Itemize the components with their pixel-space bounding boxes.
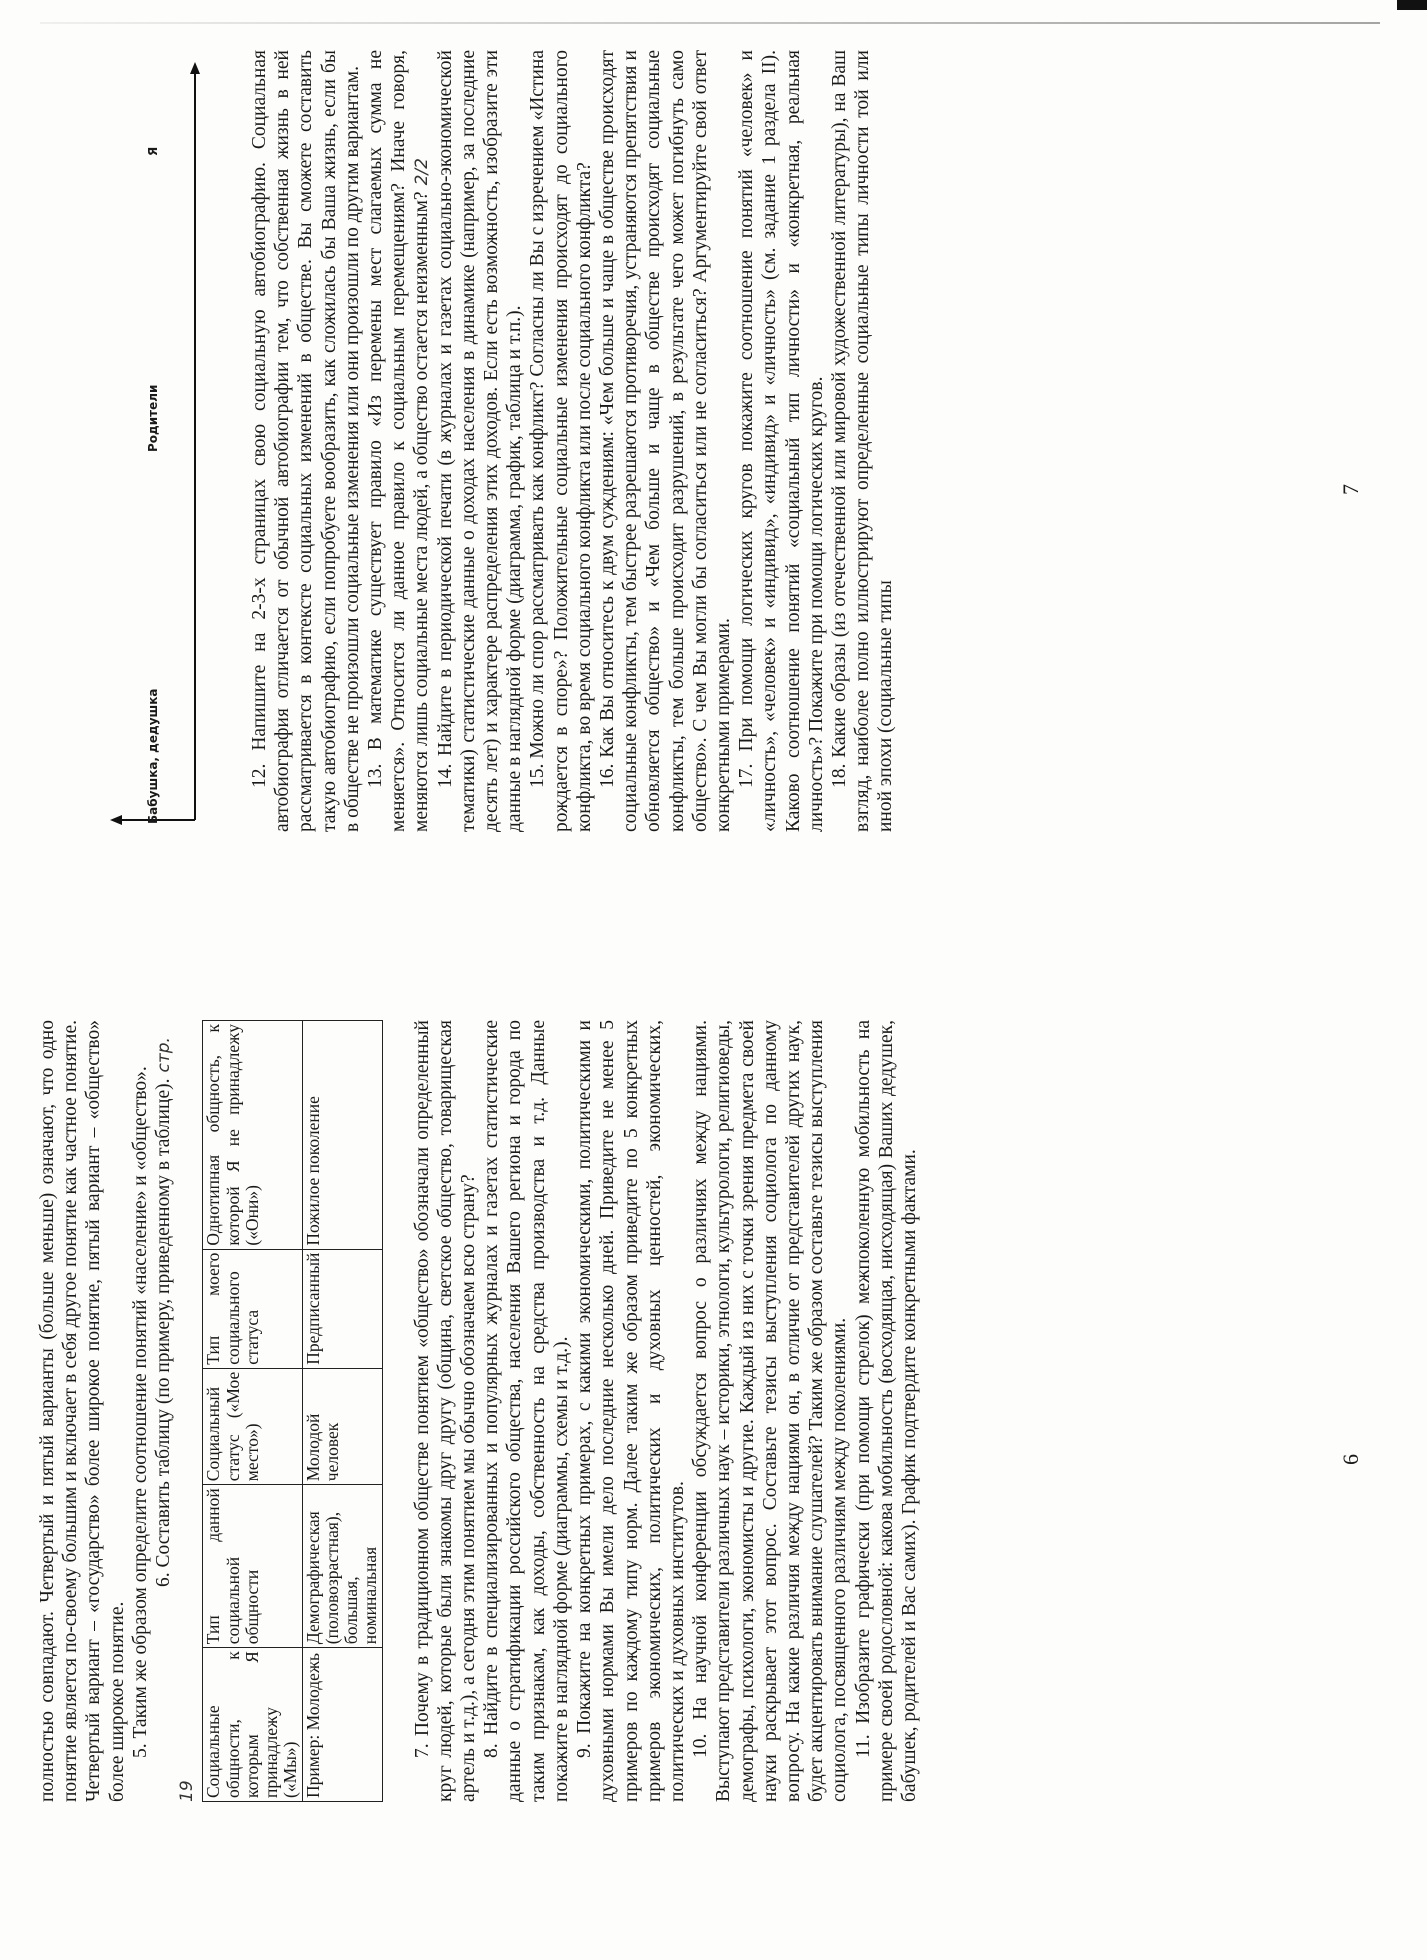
handwritten-note: стр. 19 xyxy=(154,1037,198,1802)
intro-paragraph-3 xyxy=(152,1020,198,1802)
task-14-paragraph: 14. Найдите в периодической печати (в журналах и газетах социально-экономической тематики) статистические данные о доходах населения в динамике (например, за последние десять лет) и характере распределения этих доходов. Если есть возможность, изобразите эти данные в наглядной форме (диаграмма, график, таблица и т.п.). xyxy=(434,50,526,832)
page-7-text xyxy=(248,50,898,832)
task-5-text: 5. Таким же образом определите соотношение понятий «население» и «общество». xyxy=(129,1066,151,1758)
table-header-cell: Социальный статус («Мое место») xyxy=(203,1368,302,1484)
task-10-paragraph: 10. На научной конференции обсуждается вопрос о различиях между нациями. Выступают представители различных наук – историки, этнологи, культурологи, религиоведы, демографы, психологи, экономисты и другие. Каждый из них с точки зрения предмета своей науки раскрывает этот вопрос. Составьте тезисы выступления социолога по данному вопросу. На какие различия между нациями он, в отличие от представителей других наук, будет акцентировать внимание слушателей? Таким же образом составьте тезисы выступления социолога, посвященного различиям между поколениями. xyxy=(690,1020,851,1802)
task-6-text: 6. Составить таблицу (по примеру, приведенному в таблице). xyxy=(153,1078,175,1587)
intro-paragraph-1: полностью совпадают. Четвертый и пятый варианты (больше меньше) означают, что одно понятие является по-своему большим и включает в себя другое понятие как частное понятие. Четвертый вариант – «государство» более широкое понятие, пятый вариант – «общество» более широкое понятие. xyxy=(37,1020,128,1802)
mobility-diagram xyxy=(110,50,210,840)
page-number: 6 xyxy=(1338,1454,1363,1465)
task-18-paragraph: 18. Какие образы (из отечественной или мировой художественной литературы), на Ваш взгляд, наиболее полно иллюстрируют определенные социальные типы личности той или иной эпохи (социальные типы xyxy=(829,50,897,832)
page-6-text xyxy=(36,1020,921,1802)
task-12-paragraph: 12. Напишите на 2-3-х страницах свою социальную автобиографию. Социальная автобиография отличается от обычной автобиографии тем, что собственная жизнь в ней рассматривается в контексте социальных изменений в обществе. Вы сможете составить такую автобиографию, если попробуете вообразить, как сложилась бы Ваша жизнь, если бы в обществе не произошли социальные изменения или они произошли по другим вариантам. xyxy=(249,50,363,832)
task-16-paragraph: 16. Как Вы относитесь к двум суждениям: «Чем больше и чаще в обществе происходят социальные конфликты, тем быстрее разрешаются противоречия, устраняются препятствия и обновляется общество» и «Чем больше и чаще в обществе происходят социальные конфликты, тем больше происходит разрушений, в результате чего может погибнуть само общество». С чем Вы могли бы согласиться или не согласиться? Аргументируйте свой ответ конкретными примерами. xyxy=(597,50,735,832)
page-number: 7 xyxy=(1338,484,1363,495)
axis-label-grandparents: Бабушка, дедушка xyxy=(146,688,160,824)
table-row xyxy=(302,1021,382,1802)
table-header-cell: Тип данной социальной общности xyxy=(203,1485,302,1648)
social-status-table xyxy=(202,1020,382,1802)
task-11-paragraph: 11. Изобразите графически (при помощи стрелок) межпоколенную мобильность на примере своей родословной: какова мобильность (восходящая, нисходящая) Ваших дедушек, бабушек, родителей и Вас самих). График подтвердите конкретными фактами. xyxy=(852,1020,920,1802)
table-header-row xyxy=(203,1021,302,1802)
axis-label-me: Я xyxy=(146,146,160,156)
mobility-axes xyxy=(110,50,210,840)
table-cell: Пример: Молодежь xyxy=(302,1648,382,1802)
task-15-paragraph: 15. Можно ли спор рассматривать как конфликт? Согласны ли Вы с изречением «Истина рождается в споре»? Положительные социальные изменения происходят до социального конфликта, во время социального конфликта или после социального конфликта? xyxy=(527,50,595,832)
table-cell: Предписанный xyxy=(302,1249,382,1368)
table-header-cell: Однотипная общность, к которой Я не принадлежу («Они») xyxy=(203,1021,302,1250)
table-cell: Пожилое поколение xyxy=(302,1021,382,1250)
task-17-paragraph: 17. При помощи логических кругов покажите соотношение понятий «человек» и «личность», «человек» и «индивид», «индивид» и «личность» (см. задание 1 раздела II). Каково соотношение понятий «социальный тип личности» и «конкретная, реальная личность»? Покажите при помощи логических кругов. xyxy=(736,50,827,832)
table-header-cell: Тип моего социального статуса xyxy=(203,1249,302,1368)
table-cell: Демографическая (половозрастная), большая, номинальная xyxy=(302,1485,382,1648)
axis-label-parents: Родители xyxy=(146,384,160,452)
table-cell: Молодой человек xyxy=(302,1368,382,1484)
task-13-text: 13. В математике существует правило «Из перемены мест слагаемых сумма не меняется». Относится ли данное правило к социальным перемещениям? Иначе говоря, меняются лишь социальные места людей, а общество остается неизменным? xyxy=(365,50,433,832)
table-header-cell: Социальные общности, к которым Я принадлежу («Мы») xyxy=(203,1648,302,1802)
task-9-paragraph: 9. Покажите на конкретных примерах, с какими экономическими, политическими и духовными нормами Вы имели дело последние несколько дней. Приведите не менее 5 примеров по каждому типу норм. Далее таким же образом приведите по 5 конкретных примеров экономических, политических и духовных ценностей, экономических, политических и духовных институтов. xyxy=(574,1020,688,1802)
intro-paragraph-2 xyxy=(129,1020,152,1802)
task-7-paragraph: 7. Почему в традиционном обществе понятием «общество» обозначали определенный круг людей, которые были знакомы друг другу (община, светское общество, товарищеская артель и т.д.), а сегодня этим понятием мы обычно обозначаем всю страну? xyxy=(411,1020,480,1802)
handwritten-mark: 2/2 xyxy=(412,158,433,186)
task-13-paragraph xyxy=(364,50,434,832)
page-6 xyxy=(0,990,1427,1920)
page-7 xyxy=(0,20,1427,950)
task-8-paragraph: 8. Найдите в специализированных и популярных журналах и газетах статистические данные о стратификации российского общества, населения Вашего региона и города по таким признакам, как доходы, собственность на средства производства и т.д. Данные покажите в наглядной форме (диаграммы, схемы и т.д.). xyxy=(481,1020,572,1802)
